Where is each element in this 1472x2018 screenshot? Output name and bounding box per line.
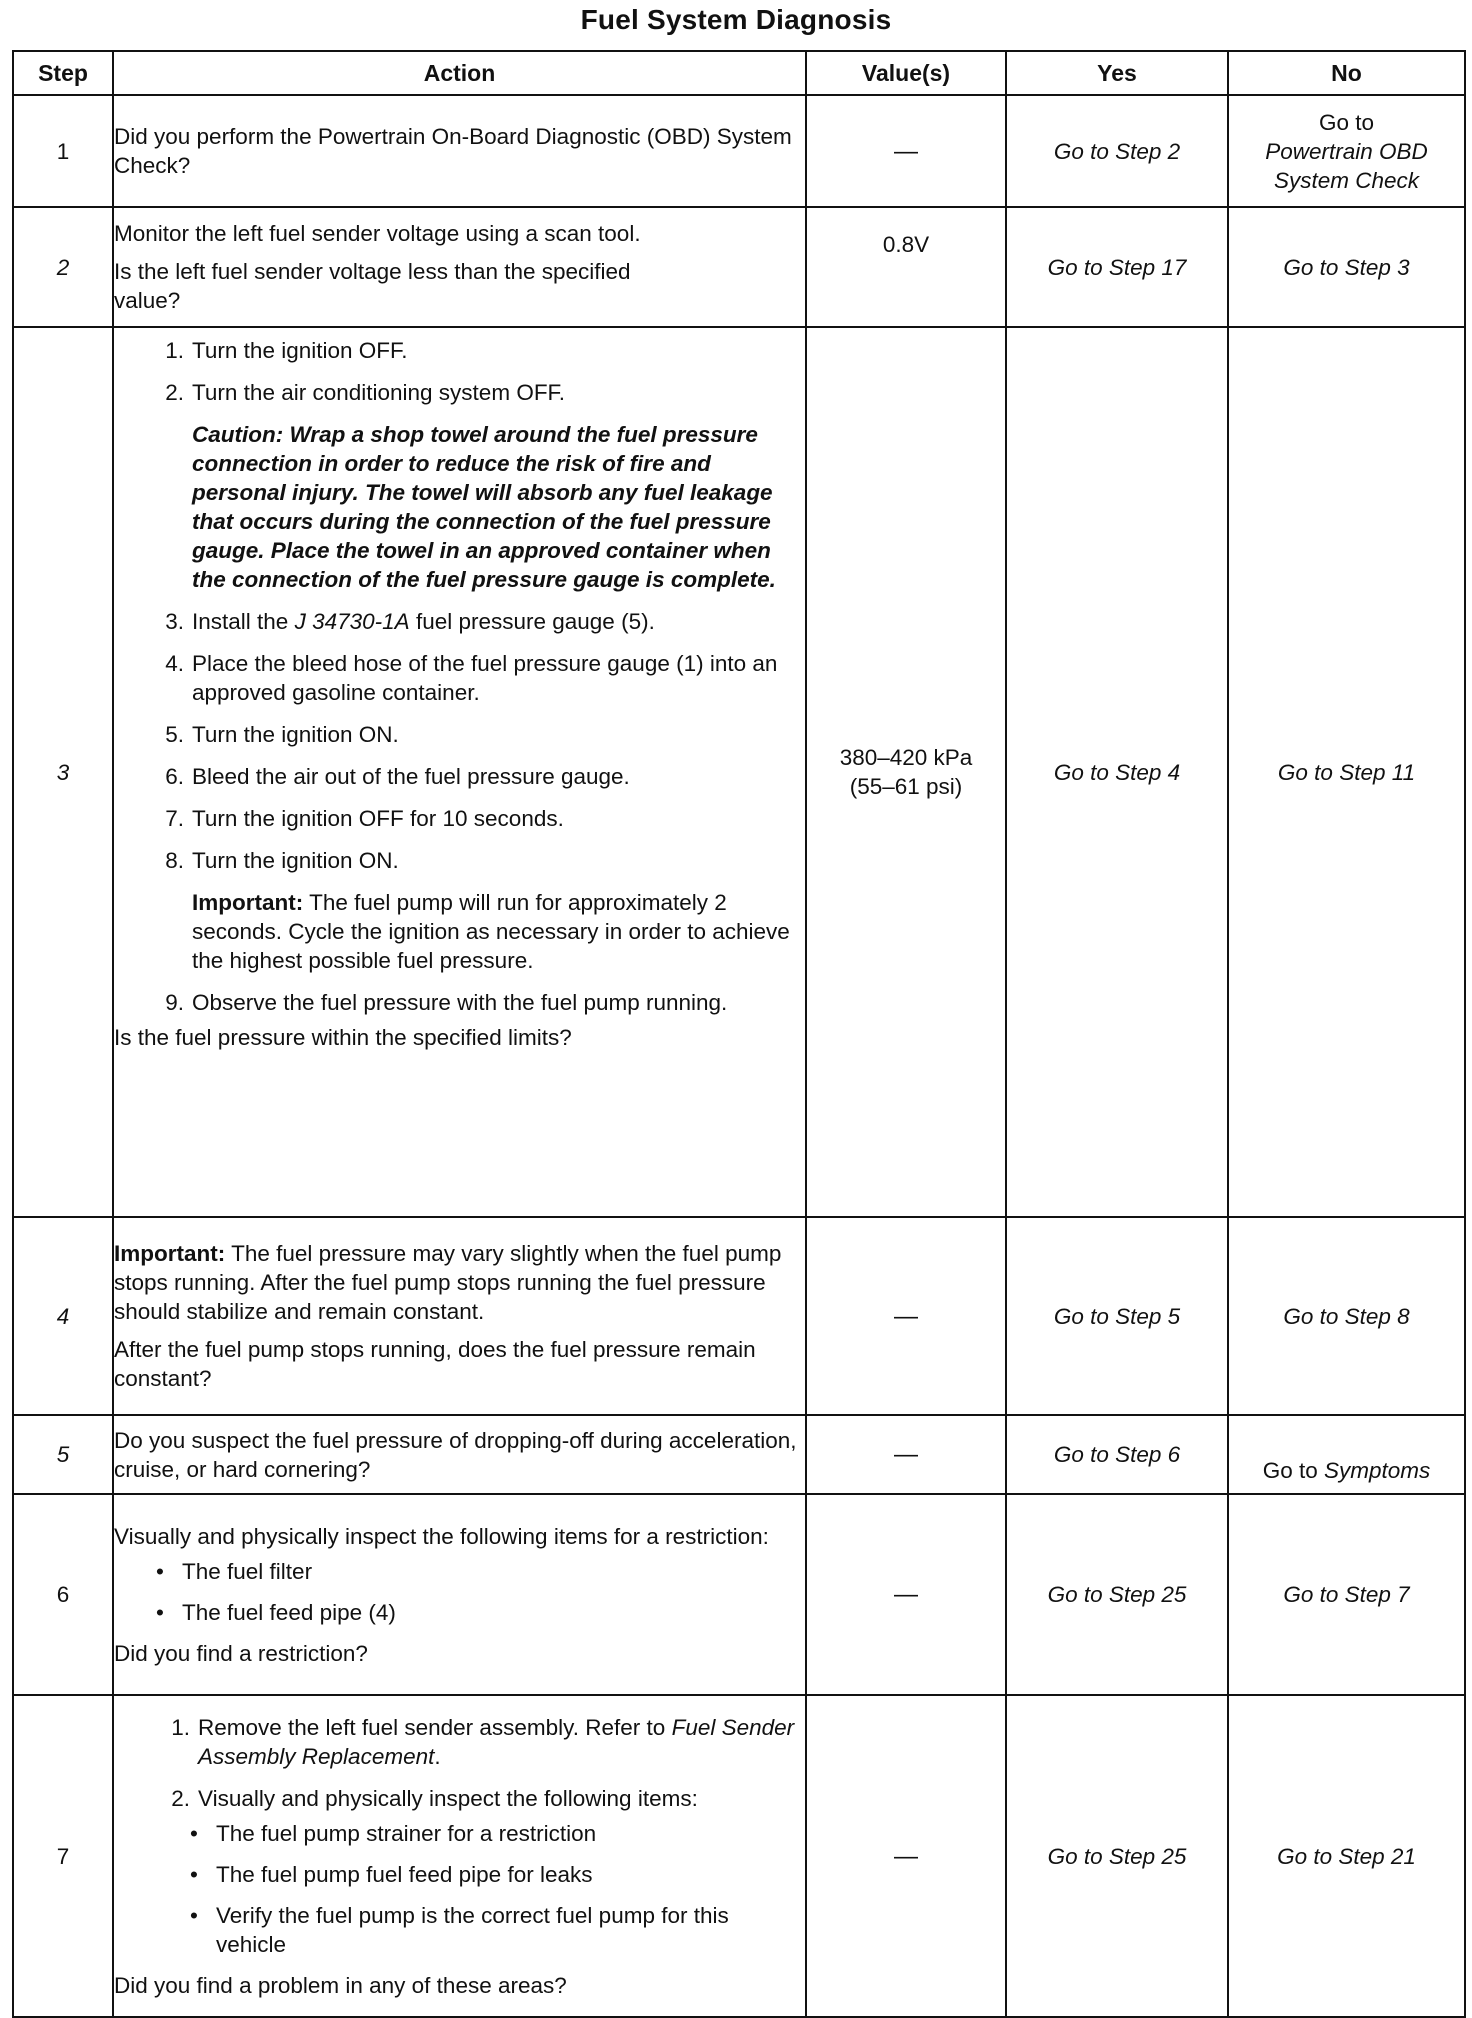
table-row — [13, 1494, 1465, 1695]
item-list — [114, 1557, 805, 1627]
table-row — [13, 95, 1465, 207]
table-row — [13, 207, 1465, 327]
no-cell[interactable] — [1228, 1415, 1465, 1494]
value-text: — — [894, 1302, 918, 1330]
step-number: 6 — [13, 1494, 113, 1695]
reference-link[interactable]: Fuel Sender Assembly Replacement — [198, 1714, 795, 1769]
list-item: 8. Turn the ignition ON. — [165, 848, 399, 873]
list-item: • The fuel feed pipe (4) — [152, 1598, 805, 1627]
value-text: — — [894, 1441, 918, 1468]
value-text: — — [894, 1842, 918, 1870]
action-cell — [113, 1415, 806, 1494]
important-note: Important: The fuel pressure may vary slightly when the fuel pump stops running. After the fuel pump stops running the fuel pressure should stabilize and remain constant. — [114, 1241, 782, 1324]
header-step: Step — [13, 51, 113, 95]
action-cell — [113, 207, 806, 327]
list-item: 6. Bleed the air out of the fuel pressure gauge. — [165, 764, 630, 789]
yes-link[interactable]: Go to Step 2 — [1006, 95, 1228, 207]
action-cell — [113, 1695, 806, 2017]
yes-link[interactable]: Go to Step 5 — [1006, 1217, 1228, 1415]
action-cell — [113, 1494, 806, 1695]
page-title: Fuel System Diagnosis — [580, 4, 892, 35]
no-link[interactable]: Go to Step 7 — [1228, 1494, 1465, 1695]
list-item: 2. Visually and physically inspect the following items: — [171, 1785, 698, 1811]
action-cell — [113, 327, 806, 1217]
action-text: Did you perform the Powertrain On-Board Diagnostic (OBD) System Check? — [114, 124, 792, 178]
step-number: 2 — [13, 207, 113, 327]
diagnosis-table — [12, 50, 1466, 2018]
list-item: • The fuel filter — [152, 1557, 805, 1586]
item-list — [114, 1819, 805, 1959]
value-cell — [806, 1217, 1006, 1415]
action-text: Visually and physically inspect the following items for a restriction: — [114, 1523, 769, 1549]
value-cell — [806, 1415, 1006, 1494]
yes-link[interactable]: Go to Step 6 — [1006, 1415, 1228, 1494]
list-item: 5. Turn the ignition ON. — [165, 722, 399, 747]
procedure-list — [114, 988, 805, 1017]
step-number: 4 — [13, 1217, 113, 1415]
question-text: After the fuel pump stops running, does the fuel pressure remain constant? — [114, 1337, 756, 1391]
no-cell[interactable] — [1228, 95, 1465, 207]
list-item: 1. Turn the ignition OFF. — [165, 338, 408, 363]
value-text: (55–61 psi) — [849, 774, 963, 799]
header-row — [13, 51, 1465, 95]
list-item: 4. Place the bleed hose of the fuel pressure gauge (1) into an approved gasoline container. — [165, 651, 778, 705]
list-item: 1. Remove the left fuel sender assembly. Refer to Fuel Sender Assembly Replacement. — [171, 1714, 795, 1769]
action-cell — [113, 1217, 806, 1415]
value-cell — [806, 1494, 1006, 1695]
no-link[interactable]: Go to Step 8 — [1228, 1217, 1465, 1415]
list-item: 9. Observe the fuel pressure with the fuel pump running. — [165, 990, 728, 1015]
step-number: 1 — [13, 95, 113, 207]
step-number: 3 — [13, 327, 113, 1217]
no-link[interactable]: Go to Step 21 — [1228, 1695, 1465, 2017]
value-text: — — [894, 1581, 918, 1608]
header-yes: Yes — [1006, 51, 1228, 95]
yes-link[interactable]: Go to Step 17 — [1006, 207, 1228, 327]
list-item: 7. Turn the ignition OFF for 10 seconds. — [165, 806, 564, 831]
no-link[interactable]: Go to Step 3 — [1228, 207, 1465, 327]
procedure-list — [114, 607, 805, 875]
yes-link[interactable]: Go to Step 25 — [1006, 1695, 1228, 2017]
header-action: Action — [113, 51, 806, 95]
header-values: Value(s) — [806, 51, 1006, 95]
action-text: Monitor the left fuel sender voltage using a scan tool. — [114, 221, 641, 246]
value-text: — — [894, 137, 918, 165]
no-prefix: Go to — [1262, 1458, 1318, 1483]
important-note: Important: The fuel pump will run for approximately 2 seconds. Cycle the ignition as necessary in order to achieve the highest possible fuel pressure. — [192, 890, 790, 973]
table-row — [13, 1695, 1465, 2017]
no-prefix: Go to — [1318, 109, 1375, 135]
value-text: 0.8V — [882, 232, 930, 257]
list-item: • Verify the fuel pump is the correct fuel pump for this vehicle — [186, 1901, 805, 1959]
table-row — [13, 1415, 1465, 1494]
no-link[interactable]: Go to Step 11 — [1228, 327, 1465, 1217]
question-text: Is the left fuel sender voltage less than the specified value? — [114, 259, 631, 313]
caution-note: Caution: Wrap a shop towel around the fuel pressure connection in order to reduce the risk of fire and personal injury. The towel will absorb any fuel leakage that occurs during the connection of the fuel pressure gauge. Place the towel in an approved container when the connection of the fuel pressure gauge is complete. — [192, 422, 776, 592]
value-cell — [806, 327, 1006, 1217]
value-cell — [806, 1695, 1006, 2017]
question-text: Did you find a problem in any of these areas? — [114, 1972, 567, 1998]
procedure-list — [114, 1713, 805, 1813]
action-text: Do you suspect the fuel pressure of dropping-off during acceleration, cruise, or hard cornering? — [114, 1427, 797, 1482]
no-link[interactable]: Symptoms — [1324, 1458, 1431, 1483]
action-cell — [113, 95, 806, 207]
tool-reference: J 34730-1A — [294, 609, 410, 634]
header-no: No — [1228, 51, 1465, 95]
step-number: 5 — [13, 1415, 113, 1494]
yes-link[interactable]: Go to Step 4 — [1006, 327, 1228, 1217]
list-item: • The fuel pump strainer for a restriction — [186, 1819, 805, 1848]
value-cell — [806, 95, 1006, 207]
no-link[interactable]: Powertrain OBD System Check — [1265, 138, 1428, 193]
table-row — [13, 1217, 1465, 1415]
value-text: 380–420 kPa — [839, 745, 973, 770]
list-item: 2. Turn the air conditioning system OFF. — [165, 380, 566, 405]
question-text: Is the fuel pressure within the specified limits? — [114, 1025, 572, 1050]
list-item: • The fuel pump fuel feed pipe for leaks — [186, 1860, 805, 1889]
procedure-list — [114, 336, 805, 407]
table-row — [13, 327, 1465, 1217]
list-item: 3. Install the J 34730-1A fuel pressure gauge (5). — [165, 609, 655, 634]
step-number: 7 — [13, 1695, 113, 2017]
yes-link[interactable]: Go to Step 25 — [1006, 1494, 1228, 1695]
value-cell — [806, 207, 1006, 327]
question-text: Did you find a restriction? — [114, 1640, 368, 1666]
